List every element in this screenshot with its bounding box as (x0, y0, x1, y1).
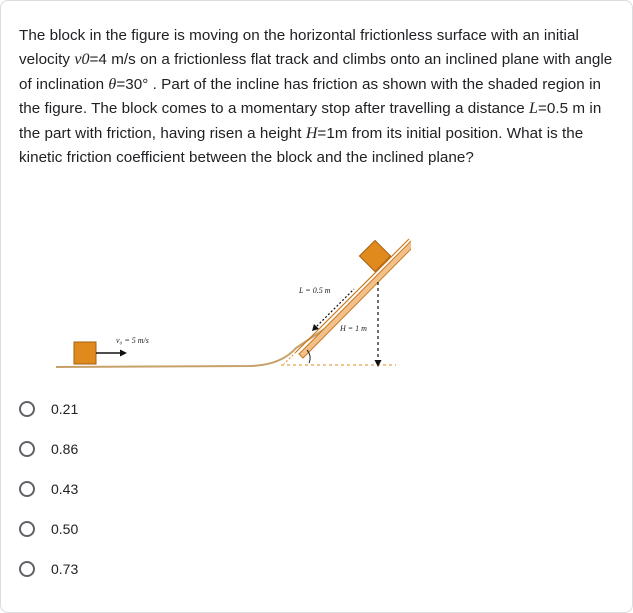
height-arrowhead (375, 360, 382, 367)
radio-button[interactable] (19, 441, 35, 457)
friction-shaded-region (299, 241, 411, 358)
symbol-l: L (529, 100, 538, 118)
option-1[interactable] (19, 395, 219, 423)
symbol-v0: v0 (74, 51, 90, 69)
question-text-part: The block in the figure is moving on the horizontal frictionless surface with an initial velocity (19, 27, 579, 69)
option-5[interactable] (19, 555, 219, 583)
velocity-arrowhead (120, 350, 127, 357)
symbol-h: H (305, 124, 318, 142)
height-label: H = 1 m (340, 324, 367, 333)
radio-button[interactable] (19, 561, 35, 577)
ground-line (56, 318, 341, 367)
block-start (74, 342, 96, 364)
option-label: 0.21 (51, 401, 79, 417)
length-label: L = 0.5 m (299, 286, 331, 295)
symbol-theta: θ (108, 75, 117, 93)
question-text-part: =30° . Part of the incline has friction as shown with the shaded region in the figure. The block comes to a momentary stop after travelling a distance (19, 75, 601, 118)
radio-button[interactable] (19, 481, 35, 497)
option-label: 0.86 (51, 441, 79, 457)
question-text-part: =4 m/s on a frictionless flat track and climbs onto an inclined plane with angle of inclination (19, 51, 613, 93)
option-label: 0.73 (51, 561, 79, 577)
option-label: 0.43 (51, 481, 79, 497)
option-label: 0.50 (51, 521, 79, 537)
radio-button[interactable] (19, 401, 35, 417)
option-2[interactable] (19, 435, 219, 463)
incline-surface (296, 239, 409, 352)
option-4[interactable] (19, 515, 219, 543)
velocity-label: v₀ = 5 m/s (116, 336, 149, 345)
question-text-part: =0.5 m in the part with friction, having risen a height (19, 100, 602, 142)
question-text (19, 24, 619, 170)
physics-figure (41, 226, 411, 386)
radio-button[interactable] (19, 521, 35, 537)
option-3[interactable] (19, 475, 219, 503)
question-text-part: =1m from its initial position. What is the kinetic friction coefficient between the block and the inclined plane? (19, 124, 584, 167)
